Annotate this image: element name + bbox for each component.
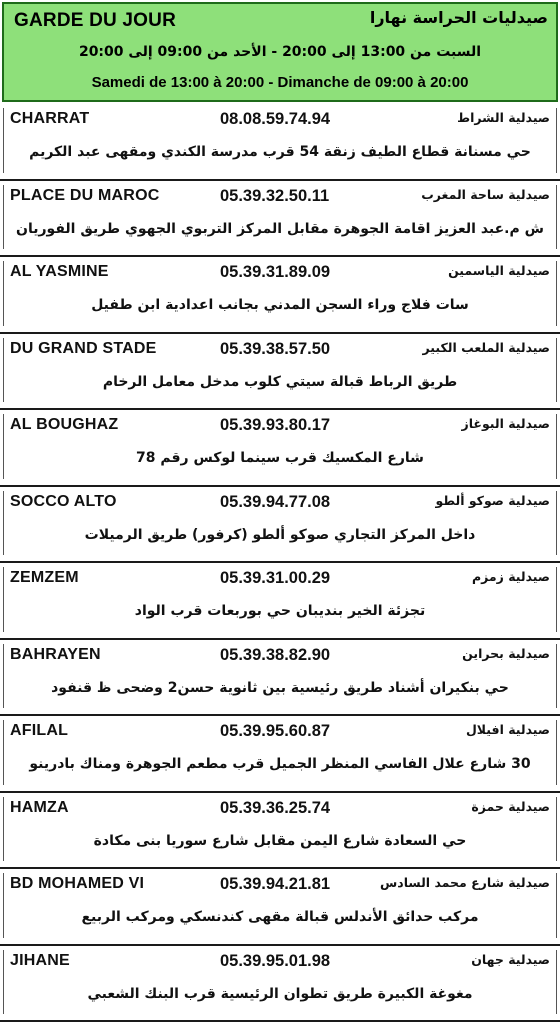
header-title-row bbox=[12, 8, 548, 34]
pharmacy-name-french: AFILAL bbox=[10, 722, 69, 739]
pharmacy-phone: 05.39.93.80.17 bbox=[220, 416, 331, 434]
pharmacy-address: ش م.عبد العزيز اقامة الجوهرة مقابل المركز التربوي الجهوي طريق الفوريان bbox=[16, 220, 544, 237]
pharmacy-name-arabic: صيدلية الياسمين bbox=[448, 263, 550, 278]
pharmacy-name-arabic: صيدلية بحراين bbox=[462, 645, 550, 661]
pharmacy-address: حي مسنانة قطاع الطيف زنقة 54 قرب مدرسة الكندي ومقهى عبد الكريم bbox=[29, 144, 531, 160]
pharmacy-entry bbox=[0, 181, 560, 258]
pharmacy-entry bbox=[0, 640, 560, 717]
pharmacy-phone: 05.39.38.82.90 bbox=[220, 645, 331, 664]
pharmacy-entry bbox=[0, 869, 560, 946]
pharmacy-name-french: AL YASMINE bbox=[10, 263, 109, 280]
pharmacy-name-french: HAMZA bbox=[10, 798, 69, 816]
pharmacy-phone: 05.39.38.57.50 bbox=[220, 339, 331, 358]
header-banner bbox=[2, 2, 558, 102]
pharmacy-name-arabic: صيدلية الشراط bbox=[457, 110, 550, 125]
pharmacy-entry bbox=[0, 257, 560, 334]
pharmacy-phone: 08.08.59.74.94 bbox=[220, 110, 331, 128]
pharmacy-name-arabic: صيدلية البوغاز bbox=[461, 416, 550, 431]
pharmacy-entry bbox=[0, 104, 560, 181]
pharmacy-phone: 05.39.95.60.87 bbox=[220, 722, 331, 740]
pharmacy-entry bbox=[0, 946, 560, 1023]
pharmacy-address: طريق الرباط قبالة سيتي كلوب مدخل معامل الرخام bbox=[102, 373, 458, 390]
pharmacy-name-french: JIHANE bbox=[10, 951, 70, 969]
pharmacy-name-french: PLACE DU MAROC bbox=[10, 186, 160, 204]
pharmacy-address: مغوغة الكبيرة طريق تطوان الرئيسية قرب البنك الشعبي bbox=[87, 985, 473, 1002]
pharmacy-entry bbox=[0, 334, 560, 411]
pharmacy-name-arabic: صيدلية صوكو ألطو bbox=[435, 492, 550, 508]
pharmacy-name-french: SOCCO ALTO bbox=[10, 492, 117, 510]
pharmacy-address: شارع المكسيك قرب سينما لوكس رقم 78 bbox=[136, 450, 424, 466]
pharmacy-name-french: AL BOUGHAZ bbox=[10, 416, 119, 433]
pharmacy-entry bbox=[0, 487, 560, 564]
pharmacy-address: حي السعادة شارع اليمن مقابل شارع سوريا بنى مكادة bbox=[93, 832, 467, 849]
pharmacy-name-french: CHARRAT bbox=[10, 110, 90, 127]
pharmacy-name-arabic: صيدلية ساحة المغرب bbox=[421, 186, 550, 202]
pharmacy-name-arabic: صيدلية حمزة bbox=[471, 798, 550, 814]
pharmacy-entry bbox=[0, 793, 560, 870]
pharmacy-phone: 05.39.32.50.11 bbox=[220, 186, 330, 205]
pharmacy-name-french: BAHRAYEN bbox=[10, 645, 101, 663]
pharmacy-entry bbox=[0, 563, 560, 640]
pharmacy-entry bbox=[0, 410, 560, 487]
pharmacy-name-french: DU GRAND STADE bbox=[10, 339, 157, 357]
pharmacy-address: حي بنكيران أشناد طريق رئيسية بين ثانوية حسن2 وضحى ظ قنفود bbox=[51, 679, 509, 696]
pharmacy-name-arabic: صيدلية زمزم bbox=[471, 569, 550, 584]
pharmacy-phone: 05.39.36.25.74 bbox=[220, 798, 331, 817]
pharmacy-name-french: BD MOHAMED VI bbox=[10, 875, 145, 892]
pharmacy-phone: 05.39.31.00.29 bbox=[220, 569, 331, 587]
pharmacy-phone: 05.39.31.89.09 bbox=[220, 263, 331, 281]
pharmacy-name-arabic: صيدلية جهان bbox=[471, 951, 550, 967]
pharmacy-address: مركب حدائق الأندلس قبالة مقهى كندنسكي ومركب الربيع bbox=[81, 909, 479, 925]
opening-hours-french: Samedi de 13:00 à 20:00 - Dimanche de 09:00 à 20:00 bbox=[91, 74, 469, 91]
pharmacy-address: تجزئة الخير بنديبان حي بوربعات قرب الواد bbox=[134, 603, 426, 619]
pharmacy-phone: 05.39.95.01.98 bbox=[220, 951, 331, 970]
pharmacy-entry bbox=[0, 716, 560, 793]
pharmacy-name-arabic: صيدلية افيلال bbox=[465, 722, 550, 737]
pharmacy-list bbox=[0, 104, 560, 1022]
title-arabic: صيدليات الحراسة نهارا bbox=[369, 8, 548, 27]
pharmacy-address: سات فلاج وراء السجن المدني بجانب اعدادية ابن طفيل bbox=[91, 297, 469, 313]
pharmacy-name-arabic: صيدلية شارع محمد السادس bbox=[380, 875, 550, 890]
title-french: GARDE DU JOUR bbox=[14, 10, 177, 31]
pharmacy-phone: 05.39.94.21.81 bbox=[220, 875, 331, 893]
pharmacy-name-french: ZEMZEM bbox=[10, 569, 79, 586]
pharmacy-address: 30 شارع علال الفاسي المنظر الجميل قرب مطعم الجوهرة ومناك بادرينو bbox=[29, 756, 531, 772]
pharmacy-address: داخل المركز التجاري صوكو ألطو (كرفور) طريق الرميلات bbox=[84, 526, 476, 543]
pharmacy-name-arabic: صيدلية الملعب الكبير bbox=[422, 339, 550, 355]
opening-hours-arabic: السبت من 13:00 إلى 20:00 - الأحد من 09:00 إلى 20:00 bbox=[78, 44, 482, 60]
pharmacy-phone: 05.39.94.77.08 bbox=[220, 492, 331, 511]
